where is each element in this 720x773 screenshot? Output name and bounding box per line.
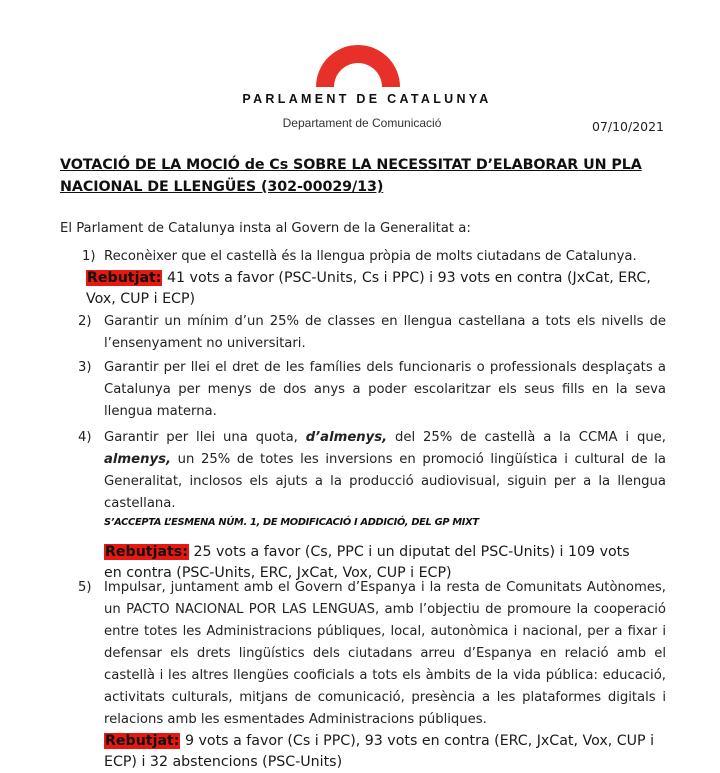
motion-item-5 (78, 577, 666, 773)
motion-item-3 (78, 357, 666, 423)
vote-result-text: 41 vots a favor (PSC-Units, Cs i PPC) i 93 vots en contra (JxCat, ERC, Vox, CUP i ECP) (86, 270, 651, 307)
vote-result-text: 9 vots a favor (Cs i PPC), 93 vots en contra (ERC, JxCat, Vox, CUP i ECP) i 32 abstencions (PSC-Units) (104, 733, 655, 770)
organization-name: PARLAMENT DE CATALUNYA (242, 92, 492, 106)
item-text-emphasis: almenys, (104, 452, 171, 467)
rejected-badge: Rebutjat: (87, 270, 162, 286)
vote-result (104, 731, 666, 773)
intro-paragraph: El Parlament de Catalunya insta al Govern de la Generalitat a: (60, 221, 471, 236)
parliament-arch-logo-icon (316, 44, 400, 87)
item-text: Impulsar, juntament amb el Govern d’Espanya i la resta de Comunitats Autònomes, un PACTO NACIONAL POR LAS LENGUAS, amb l’objectiu de promoure la cooperació entre totes les Administracions públiques, local, autonòmica i nacional, per a fixar i defensar els drets lingüístics dels ciutadans arreu d’Espanya en relació amb el castellà i les altres llengües cooficials a tots els àmbits de la vida pública: educació, activitats culturals, mitjans de comunicació, presència a les plataformes digitals i relacions amb les esmentades Administracions públiques. (104, 580, 666, 727)
item-text-part: del 25% de castellà a la CCMA i que, (387, 430, 666, 445)
item-text-part: un 25% de totes les inversions en promoció lingüística i cultural de la Generalitat, inclosos els ajuts a la producció audiovisual, siguin per a la llengua castellana. (104, 452, 666, 511)
item-text: Garantir un mínim d’un 25% de classes en llengua castellana a tots els nivells de l’ensenyament no universitari. (104, 314, 666, 351)
item-number: 4) (78, 430, 92, 445)
item-text-emphasis: d’almenys, (305, 430, 388, 445)
item-text-part: Garantir per llei una quota, (104, 430, 306, 445)
document-date: 07/10/2021 (591, 119, 664, 134)
vote-result-text: 25 vots a favor (Cs, PPC i un diputat del PSC-Units) i 109 vots en contra (PSC-Units, ERC, JxCat, Vox, CUP i ECP) (104, 544, 630, 581)
document-title: VOTACIÓ DE LA MOCIÓ de Cs SOBRE LA NECESSITAT D’ELABORAR UN PLA NACIONAL DE LLENGÜES (302-00029/13) (60, 157, 642, 195)
item-text (104, 427, 666, 515)
amendment-note: S’ACCEPTA L’ESMENA NÚM. 1, DE MODIFICACIÓ I ADDICIÓ, DEL GP MIXT (104, 517, 479, 528)
item-number: 2) (78, 314, 92, 329)
motion-item-4 (78, 427, 666, 584)
department-name: Departament de Comunicació (282, 116, 442, 130)
motion-item-1 (78, 246, 666, 310)
item-text: Garantir per llei el dret de les famílies dels funcionaris o professionals desplaçats a Catalunya per menys de dos anys a poder escolaritzar els seus fills en la seva llengua materna. (104, 360, 666, 419)
item-text: Reconèixer que el castellà és la llengua pròpia de molts ciutadans de Catalunya. (104, 249, 637, 264)
rejected-badge: Rebutjat: (105, 733, 180, 749)
vote-result (86, 268, 666, 310)
item-number: 5) (78, 580, 92, 595)
item-number: 1) (82, 249, 96, 264)
item-number: 3) (78, 360, 92, 375)
motion-item-2 (78, 311, 666, 355)
rejected-badge: Rebutjats: (105, 544, 188, 560)
